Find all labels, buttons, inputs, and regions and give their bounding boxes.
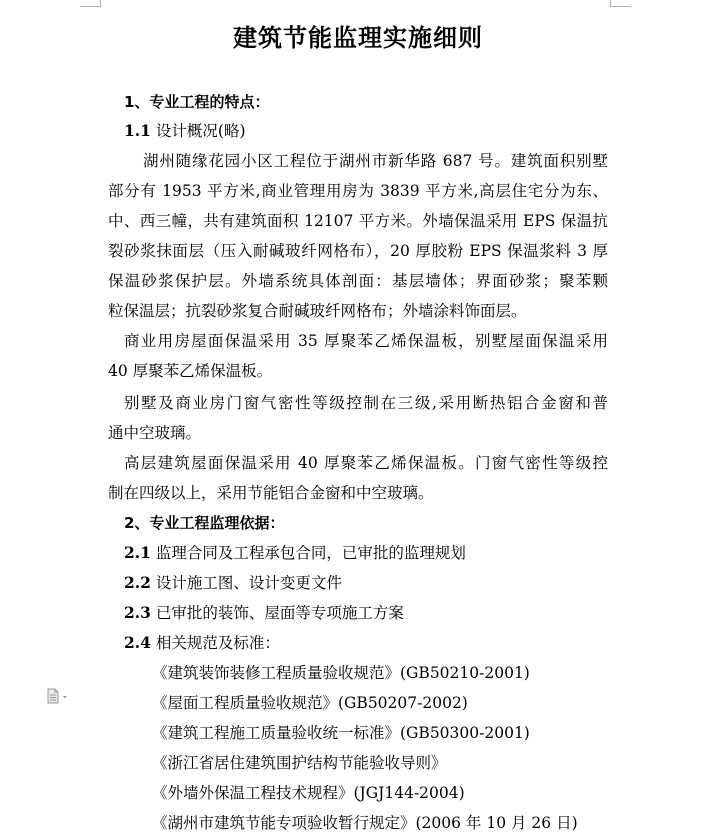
basis-item — [124, 633, 280, 653]
paragraph-line: 制在四级以上，采用节能铝合金窗和中空玻璃。 — [108, 484, 434, 502]
paragraph-line: 商业用房屋面保温采用 35 厚聚苯乙烯保温板，别墅屋面保温采用 — [124, 332, 608, 350]
margin-corner-mark — [80, 0, 101, 7]
subsection-text: 设计概况(略) — [155, 122, 246, 140]
paragraph-line: 粒保温层；抗裂砂浆复合耐碱玻纤网格布；外墙涂料饰面层。 — [108, 302, 527, 320]
paragraph-line: 别墅及商业房门窗气密性等级控制在三级,采用断热铝合金窗和普 — [124, 394, 608, 412]
standard-item: 《屋面工程质量验收规范》(GB50207-2002) — [152, 694, 468, 712]
margin-corner-mark — [610, 0, 631, 7]
paragraph-line: 中、西三幢，共有建筑面积 12107 平方米。外墙保温采用 EPS 保温抗 — [108, 212, 608, 230]
basis-number: 2.3 — [124, 603, 151, 622]
paragraph-line: 高层建筑屋面保温采用 40 厚聚苯乙烯保温板。门窗气密性等级控 — [124, 454, 608, 472]
page-title: 建筑节能监理实施细则 — [233, 23, 483, 52]
basis-item — [124, 603, 404, 623]
document-icon[interactable] — [46, 688, 76, 704]
standard-item: 《建筑工程施工质量验收统一标准》(GB50300-2001) — [152, 724, 530, 742]
standard-item: 《浙江省居住建筑围护结构节能验收导则》 — [152, 754, 447, 772]
paragraph-line: 部分有 1953 平方米,商业管理用房为 3839 平方米,高层住宅分为东、 — [108, 182, 608, 200]
basis-item — [124, 543, 466, 563]
paragraph-line: 湖州随缘花园小区工程位于湖州市新华路 687 号。建筑面积别墅 — [143, 152, 608, 170]
paragraph-line: 通中空玻璃。 — [108, 424, 202, 442]
paragraph-line: 裂砂浆抹面层（压入耐碱玻纤网格布），20 厚胶粉 EPS 保温浆料 3 厚 — [108, 242, 608, 260]
section-2-heading: 2、专业工程监理依据： — [124, 514, 285, 532]
paragraph-line: 保温砂浆保护层。外墙系统具体剖面：基层墙体；界面砂浆；聚苯颗 — [108, 272, 608, 290]
subsection-1-1 — [124, 121, 246, 141]
basis-item — [124, 573, 342, 593]
basis-number: 2.2 — [124, 573, 151, 592]
basis-text: 相关规范及标准： — [155, 634, 280, 652]
subsection-number: 1.1 — [124, 121, 151, 140]
section-1-heading: 1、专业工程的特点： — [124, 93, 270, 111]
standard-item: 《外墙外保温工程技术规程》(JGJ144-2004) — [152, 784, 465, 802]
basis-text: 监理合同及工程承包合同，已审批的监理规划 — [155, 544, 466, 562]
basis-text: 已审批的装饰、屋面等专项施工方案 — [155, 604, 404, 622]
basis-number: 2.1 — [124, 543, 151, 562]
basis-text: 设计施工图、设计变更文件 — [155, 574, 342, 592]
paragraph-line: 40 厚聚苯乙烯保温板。 — [108, 362, 273, 380]
standard-item: 《湖州市建筑节能专项验收暂行规定》(2006 年 10 月 26 日) — [152, 814, 578, 832]
standard-item: 《建筑装饰装修工程质量验收规范》(GB50210-2001) — [152, 664, 530, 682]
basis-number: 2.4 — [124, 633, 151, 652]
